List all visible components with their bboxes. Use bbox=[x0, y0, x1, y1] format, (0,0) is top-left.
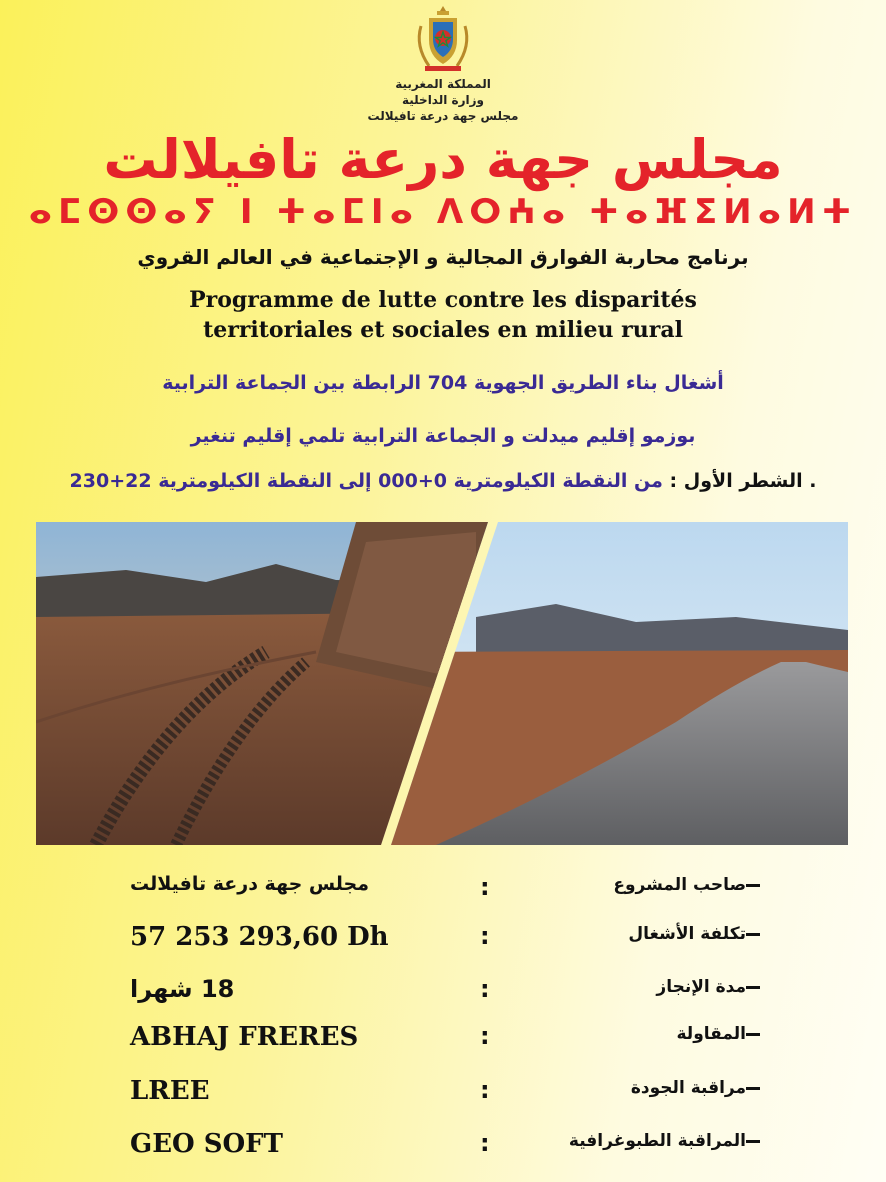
duration-label: مدة الإنجاز bbox=[656, 977, 770, 997]
quality-control-label: مراقبة الجودة bbox=[631, 1078, 770, 1098]
ministry-line: وزارة الداخلية bbox=[401, 93, 485, 107]
project-owner-value: مجلس جهة درعة تافيلالت bbox=[130, 873, 370, 895]
contractor-label: المقاولة bbox=[677, 1024, 771, 1044]
works-description-line1: أشغال بناء الطريق الجهوية 704 الرابطة بين الجماعة الترابية bbox=[162, 372, 724, 394]
info-colon: : bbox=[480, 1076, 490, 1104]
topography-value: GEO SOFT bbox=[130, 1129, 283, 1159]
phase-text: من النقطة الكيلومترية 0+000 إلى النقطة الكيلومترية 22+230 bbox=[69, 470, 663, 492]
phase-line bbox=[20, 470, 866, 492]
bullet-dash bbox=[746, 1140, 760, 1143]
program-title-french-line2: territoriales et sociales en milieu rural bbox=[203, 317, 683, 343]
info-colon: : bbox=[480, 1022, 490, 1050]
info-colon: : bbox=[480, 873, 490, 901]
main-title-tifinagh: ⴰⵎⵙⵙⴰⵢ ⵏ ⵜⴰⵎⵏⴰ ⴷⵔⵄⴰ ⵜⴰⴼⵉⵍⴰⵍⵜ bbox=[28, 192, 858, 232]
bullet-dash bbox=[746, 884, 760, 887]
info-row-topography bbox=[130, 1129, 770, 1169]
contractor-value: ABHAJ FRERES bbox=[130, 1022, 359, 1052]
info-colon: : bbox=[480, 922, 490, 950]
program-title-arabic: برنامج محاربة الفوارق المجالية و الإجتماعية في العالم القروي bbox=[137, 245, 749, 269]
topography-label: المراقبة الطبوغرافية bbox=[569, 1131, 770, 1151]
cost-label: تكلفة الأشغال bbox=[628, 924, 770, 944]
info-row-quality-control bbox=[130, 1076, 770, 1116]
coat-of-arms-emblem bbox=[413, 4, 473, 74]
bullet-dash bbox=[746, 933, 760, 936]
project-owner-label: صاحب المشروع bbox=[613, 875, 770, 895]
main-title-arabic: مجلس جهة درعة تافيلالت bbox=[103, 128, 783, 191]
bullet-dash bbox=[746, 1033, 760, 1036]
works-description-line2: بوزمو إقليم ميدلت و الجماعة الترابية تلمي إقليم تنغير bbox=[190, 425, 696, 447]
program-title-french-line1: Programme de lutte contre les disparités bbox=[189, 287, 697, 313]
kingdom-line: المملكة المغربية bbox=[395, 77, 491, 91]
council-line: مجلس جهة درعة تافيلالت bbox=[367, 109, 519, 123]
cost-value: 57 253 293,60 Dh bbox=[130, 922, 389, 952]
bullet-dash bbox=[746, 986, 760, 989]
info-colon: : bbox=[480, 1129, 490, 1157]
info-row-duration bbox=[130, 975, 770, 1015]
info-row-cost bbox=[130, 922, 770, 962]
info-colon: : bbox=[480, 975, 490, 1003]
info-row-contractor bbox=[130, 1022, 770, 1062]
duration-value: 18 شهرا bbox=[130, 975, 235, 1003]
quality-control-value: LREE bbox=[130, 1076, 210, 1106]
road-photos bbox=[36, 522, 848, 845]
bullet-dash bbox=[746, 1087, 760, 1090]
phase-label: . الشطر الأول : bbox=[669, 470, 817, 492]
info-row-project-owner bbox=[130, 873, 770, 913]
